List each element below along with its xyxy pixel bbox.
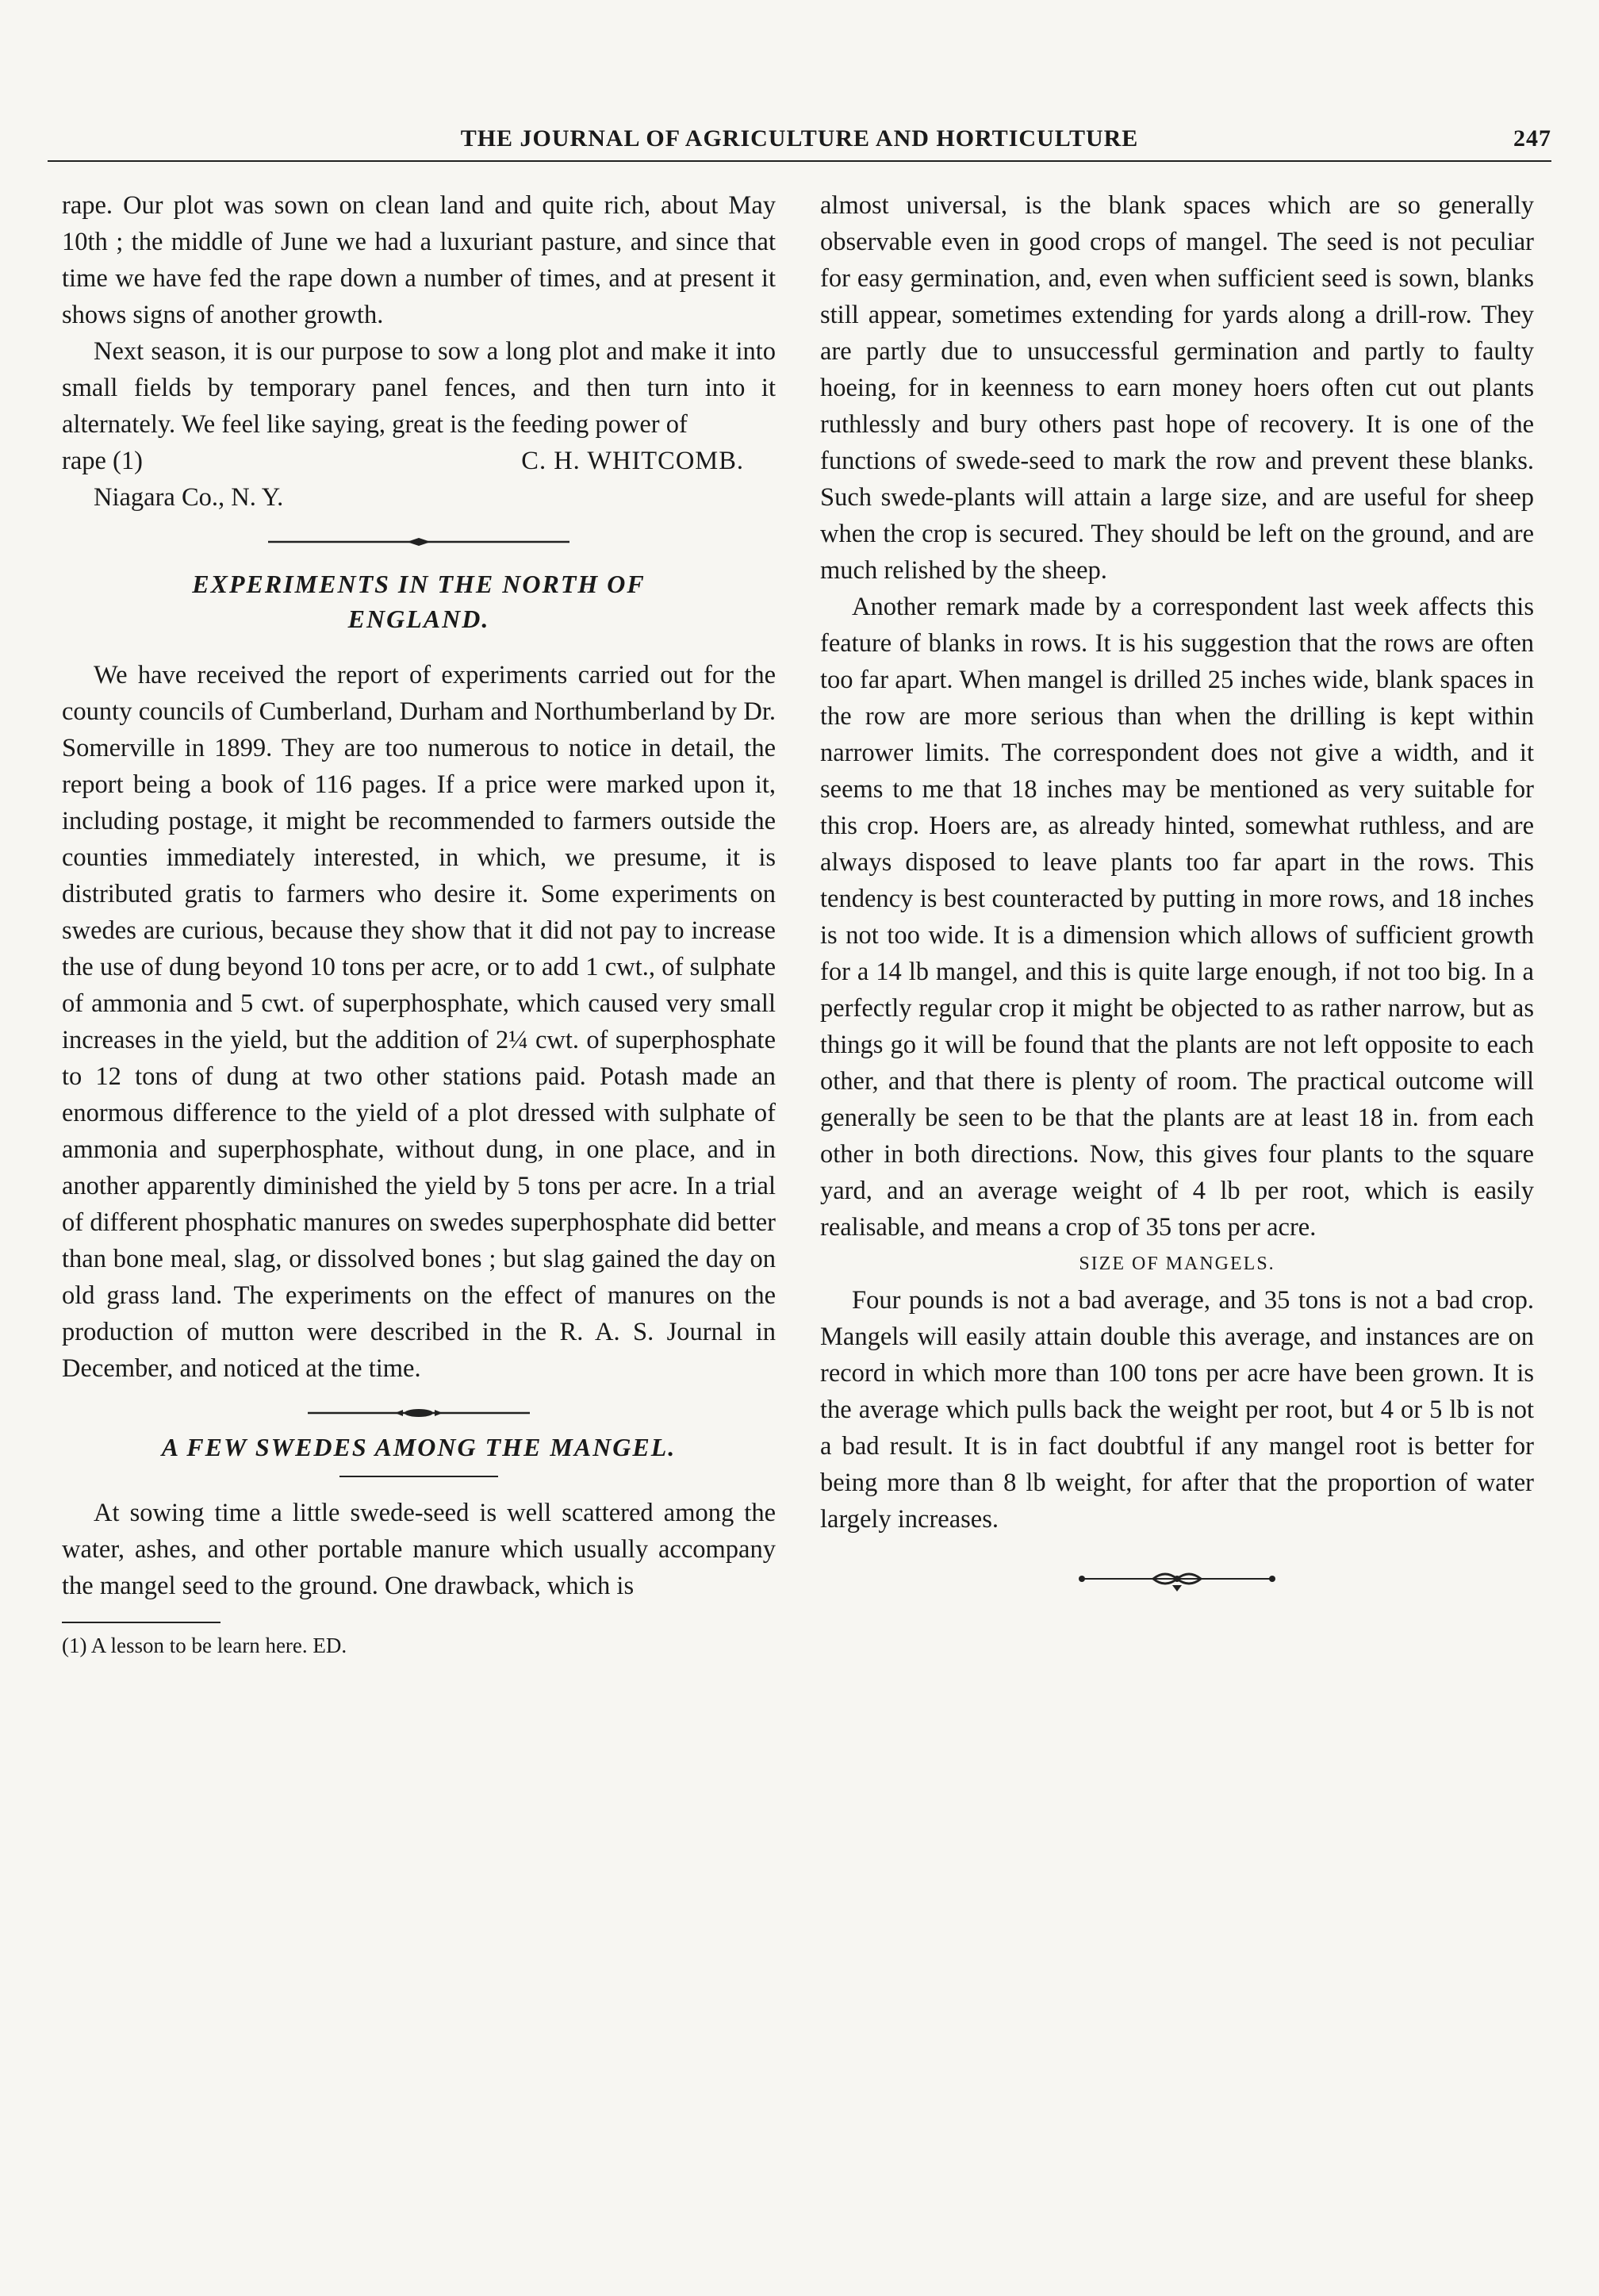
footnote-rule <box>62 1622 220 1623</box>
end-ornament-icon <box>820 1569 1534 1593</box>
author-location: Niagara Co., N. Y. <box>94 483 284 512</box>
rule-ornament <box>268 536 569 547</box>
signature-line-start: rape (1) <box>62 447 143 475</box>
section-divider <box>62 1407 776 1419</box>
body-paragraph: Next season, it is our purpose to sow a long plot and make it into small fields by temporary panel fences, and then turn into it alternately. We feel like saying, great is the feeding power of <box>62 337 776 439</box>
body-paragraph: Another remark made by a correspondent last week affects this feature of blanks in rows. It is his suggestion that the rows are often too far apart. When mangel is drilled 25 inches wide, blank spaces in the row are more serious than when the drilling is kept within narrower limits. The correspondent does not give a width, and it seems to me that 18 inches may be mentioned as very suitable for this crop. Hoers are, as already hinted, somewhat ruthless, and are always disposed to leave plants too far apart in the rows. This tendency is best counteracted by putting in more rows, and 18 inches is not too wide. It is a dimension which allows of sufficient growth for a 14 lb mangel, and this is quite large enough, if not too big. In a perfectly regular crop it might be objected to as rather narrow, but as things go it will be found that the plants are not left opposite to each other, and that there is plenty of room. The practical outcome will generally be seen to be that the plants are at least 18 in. from each other in both directions. Now, this gives four plants to the square yard, and an average weight of 4 lb per root, which is easily realisable, and means a crop of 35 tons per acre. <box>820 593 1534 1242</box>
section-divider <box>62 536 776 547</box>
journal-title: THE JOURNAL OF AGRICULTURE AND HORTICULTURE <box>460 125 1139 152</box>
page-number: 247 <box>1513 125 1551 152</box>
article-heading-swedes: A FEW SWEDES AMONG THE MANGEL. <box>161 1433 677 1461</box>
continued-paragraph: almost universal, is the blank spaces which are so generally observable even in good crops of mangel. The seed is not peculiar for easy germination, and, even when sufficient seed is sown, blanks still appear, sometimes extending for yards along a drill-row. They are partly due to unsuccessful germination and partly to faulty hoeing, for in keenness to earn money hoers often cut out plants ruthlessly and bury others past hope of recovery. It is one of the functions of swede-seed to mark the row and prevent these blanks. Such swede-plants will attain a large size, and are useful for sheep when the crop is secured. They should be left on the ground, and are much relished by the sheep. <box>820 191 1534 585</box>
author-signature: C. H. WHITCOMB. <box>521 447 744 475</box>
article-body: At sowing time a little swede-seed is well scattered among the water, ashes, and other portable manure which usually accompany the mangel seed to the ground. One drawback, which is <box>62 1499 776 1600</box>
subheading: SIZE OF MANGELS. <box>1079 1254 1275 1274</box>
right-column <box>820 187 1534 1593</box>
heading-rule <box>339 1476 498 1477</box>
signature-line <box>62 443 776 479</box>
article-body: We have received the report of experiments carried out for the county councils of Cumberland, Durham and Northumberland by Dr. Somerville in 1899. They are too numerous to notice in detail, the report being a book of 116 pages. If a price were marked upon it, including postage, it might be recommended to farmers outside the counties immediately interested, in which, we presume, it is distributed gratis to farmers who desire it. Some experiments on swedes are curious, because they show that it did not pay to increase the use of dung beyond 10 tons per acre, or to add 1 cwt., of sulphate of ammonia and 5 cwt. of superphosphate, which caused very small increases in the yield, but the addition of 2¼ cwt. of superphosphate to 12 tons of dung at two other stations paid. Potash made an enormous difference to the yield of a plot dressed with sulphate of ammonia and superphosphate, without dung, in one place, and in another apparently diminished the yield by 5 tons per acre. In a trial of different phosphatic manures on swedes superphosphate did better than bone meal, slag, or dissolved bones ; but slag gained the day on old grass land. The experiments on the effect of manures on the production of mutton were described in the R. A. S. Journal in December, and noticed at the time. <box>62 661 776 1383</box>
running-header <box>48 121 1551 162</box>
article-heading-experiments: EXPERIMENTS IN THE NORTH OF ENGLAND. <box>192 570 646 633</box>
rule-ornament <box>308 1407 530 1419</box>
footnote: (1) A lesson to be learn here. ED. <box>62 1634 347 1657</box>
continued-paragraph: rape. Our plot was sown on clean land and quite rich, about May 10th ; the middle of June we had a luxuriant pasture, and since that time we have fed the rape down a number of times, and at present it shows signs of another growth. <box>62 191 776 329</box>
left-column <box>62 187 776 1660</box>
body-paragraph: Four pounds is not a bad average, and 35 tons is not a bad crop. Mangels will easily attain double this average, and instances are on record in which more than 100 tons per acre have been grown. It is the average which pulls back the weight per root, but 4 or 5 lb is not a bad result. It is in fact doubtful if any mangel root is better for being more than 8 lb weight, for after that the proportion of water largely increases. <box>820 1286 1534 1534</box>
